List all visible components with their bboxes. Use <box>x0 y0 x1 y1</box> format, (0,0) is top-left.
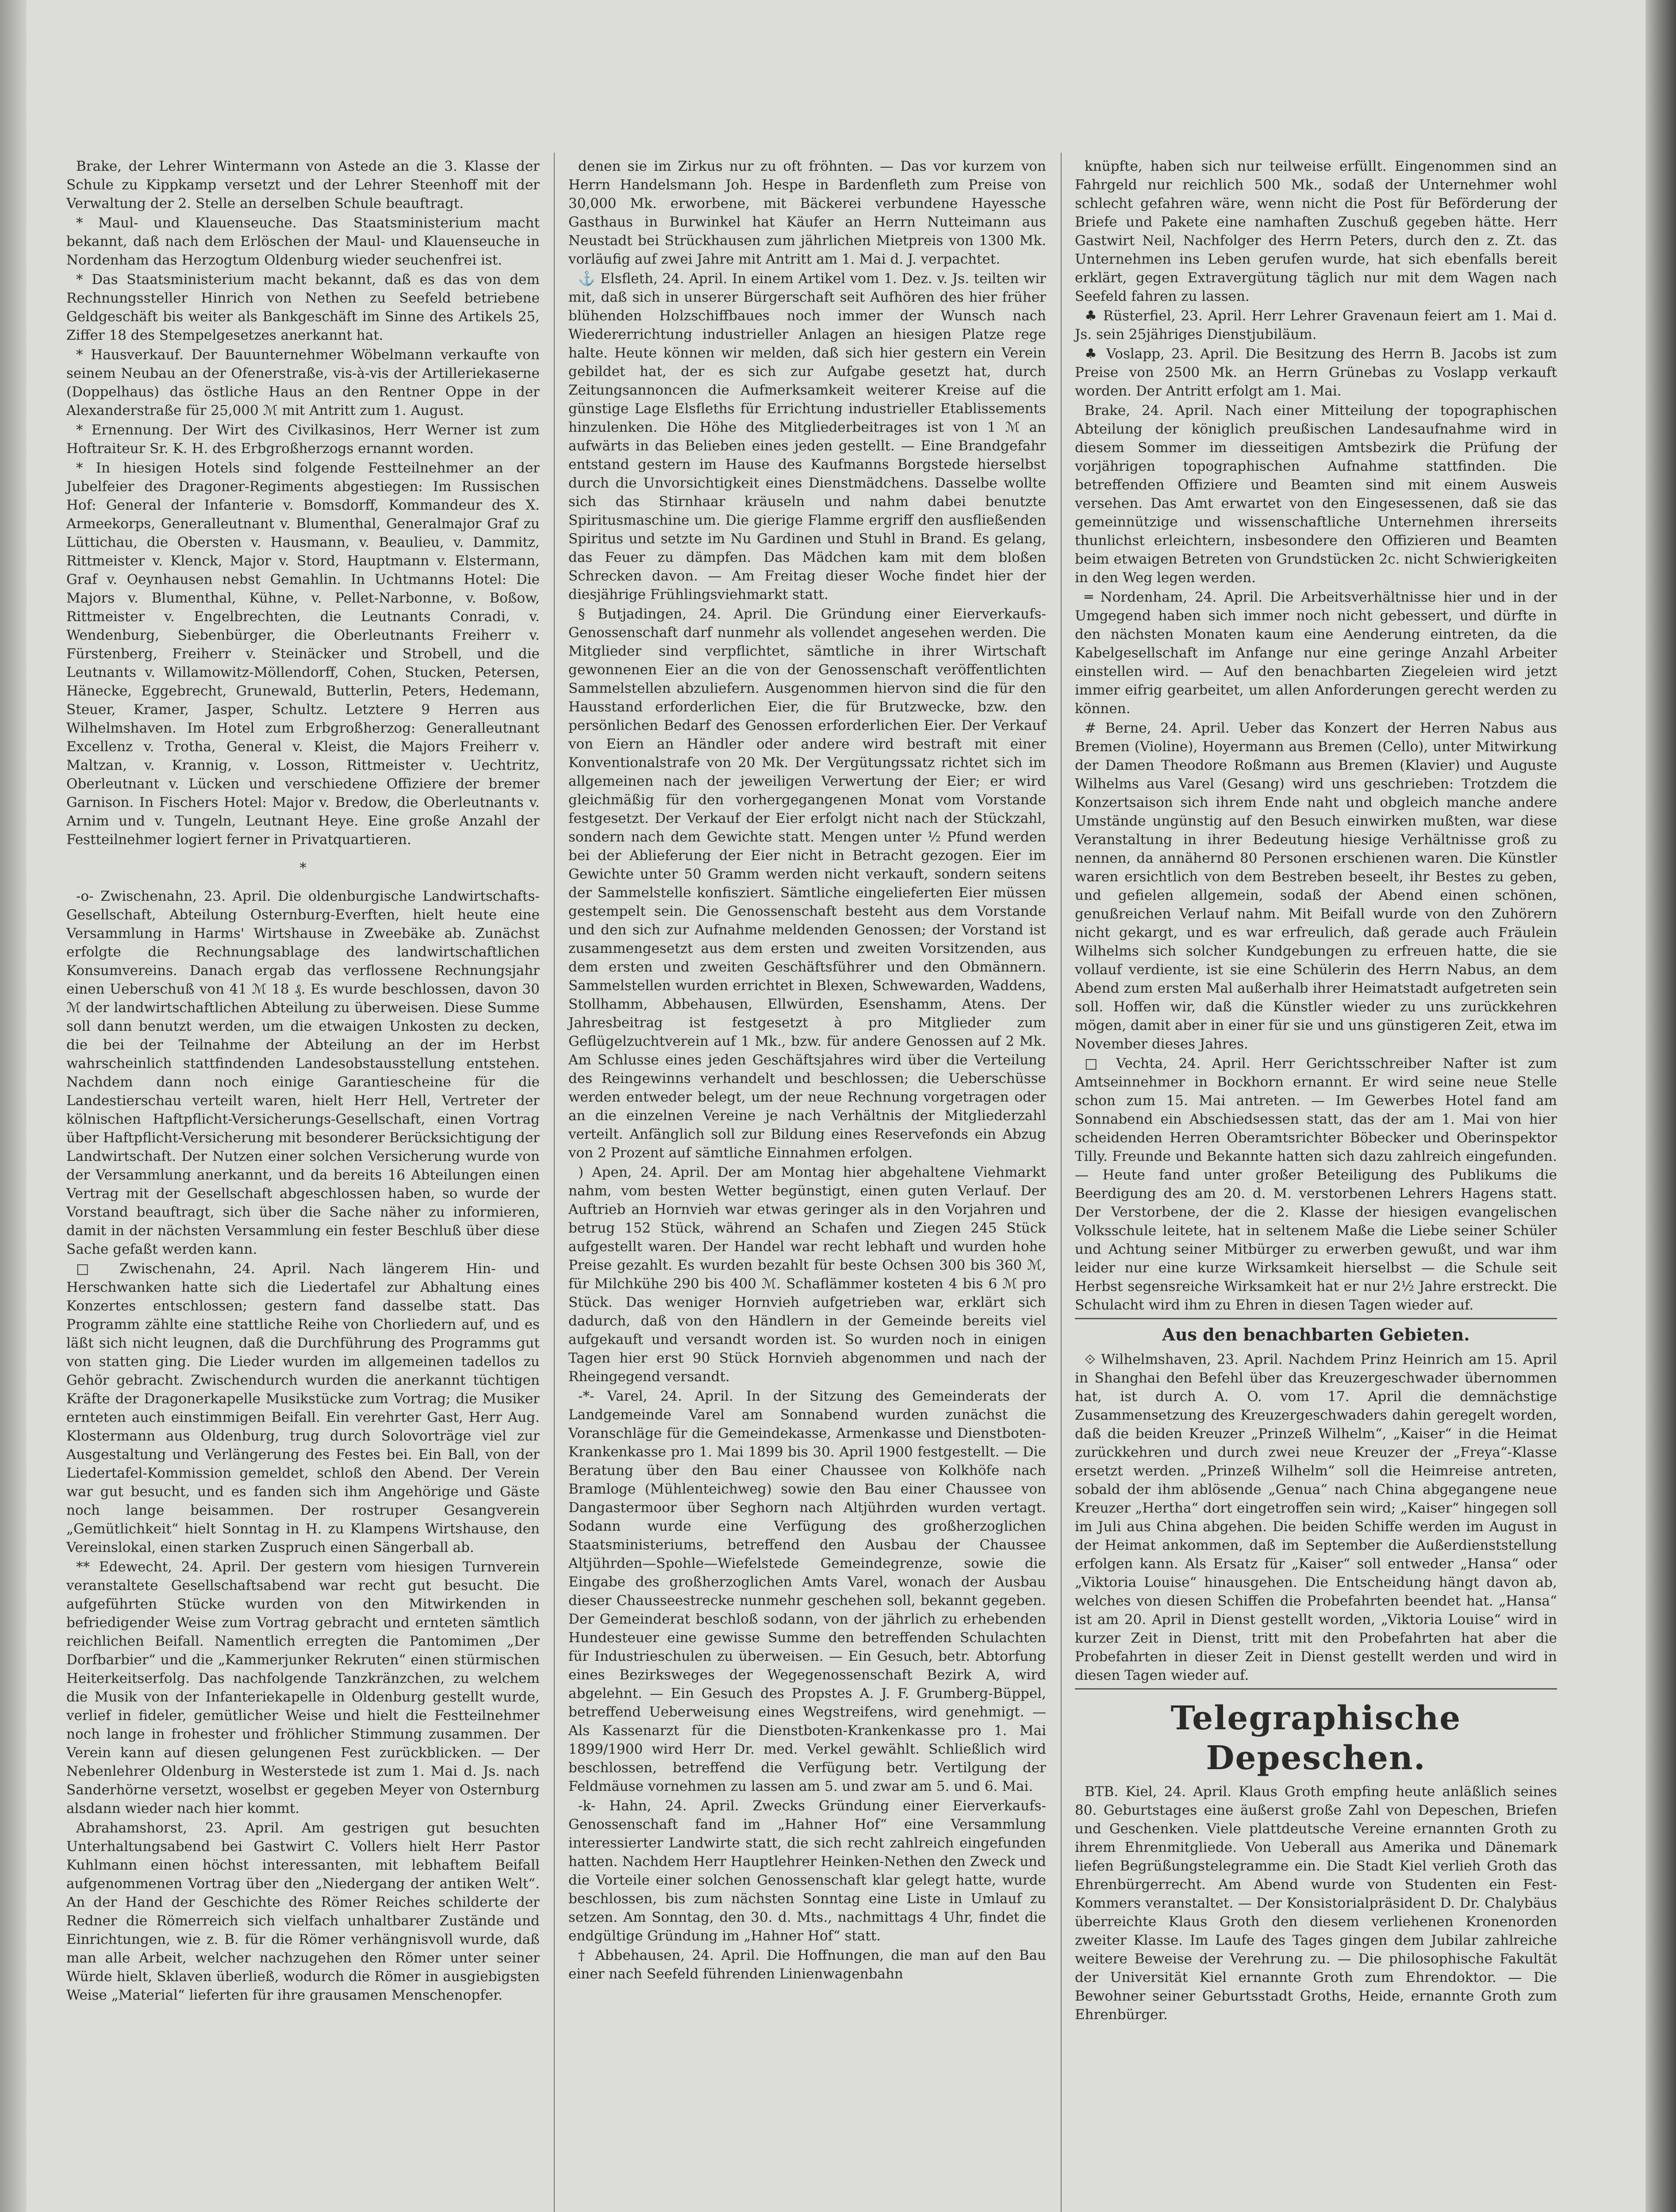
article: knüpfte, haben sich nur teilweise erfüllt. Eingenommen sind an Fahrgeld nur reichlich 500 Mk., sodaß der Unternehmer wohl schlecht gefahren wäre, wenn nicht die Post für Beförderung der Briefe und Pakete eine namhaften Zuschuß gegeben hätte. Herr Gastwirt Neil, Nachfolger des Herrn Peters, durch den z. Zt. das Unternehmen ins Leben gerufen wurde, hat sich ebenfalls bereit erklärt, gegen Extravergütung täglich nur mit dem Wagen nach Seefeld fahren zu lassen. <box>1075 158 1557 304</box>
column-right <box>1075 157 1557 2025</box>
article: # Berne, 24. April. Ueber das Konzert der Herren Nabus aus Bremen (Violine), Hoyermann aus Bremen (Cello), unter Mitwirkung der Damen Theodore Roßmann aus Bremen (Klavier) und Auguste Wilhelms aus Varel (Gesang) wird uns geschrieben: Trotzdem die Konzertsaison sich ihrem Ende naht und obgleich manche andere Umstände ungünstig auf den Besuch einwirken mußten, war diese Veranstaltung in ihrer Bedeutung hiesige Verhältnisse groß zu nennen, da annähernd 80 Personen erschienen waren. Die Künstler waren ersichtlich von dem Bestreben beseelt, ihr Bestes zu geben, und gefielen allgemein, sodaß der Abend einen schönen, genußreichen Verlauf nahm. Mit Beifall wurde von den Zuhörern nicht gekargt, und es war erfreulich, daß gerade auch Fräulein Wilhelms sich solcher Kundgebungen zu erfreuen hatte, die sie vollauf verdiente, ist sie eine Schülerin des Herrn Nabus, an dem Abend zum ersten Mal außerhalb ihrer Heimatstadt aufgetreten sein soll. Hoffen wir, daß die Künstler wieder zu uns zurückkehren mögen, damit aber in einer für sie und uns günstigeren Zeit, etwa im November dieses Jahres. <box>1075 720 1557 1052</box>
article: -k- Hahn, 24. April. Zwecks Gründung einer Eierverkaufs-Genossenschaft fand im „Hahner Hof“ eine Versammlung interessierter Landwirte statt, die sich recht zahlreich eingefunden hatten. Nachdem Herr Hauptlehrer Heinken-Nethen den Zweck und die Vorteile einer solchen Genossenschaft klar gelegt hatte, wurde beschlossen, bis zum nächsten Sonntag eine Liste in Umlauf zu setzen. Am Sonntag, den 30. d. Mts., nachmittags 4 Uhr, findet die endgültige Gründung im „Hahner Hof“ statt. <box>568 1798 1046 1944</box>
article: -*- Varel, 24. April. In der Sitzung des Gemeinderats der Landgemeinde Varel am Sonnabend wurden zunächst die Voranschläge für die Gemeindekasse, Armenkasse und Dienstboten-Krankenkasse pro 1. Mai 1899 bis 30. April 1900 festgestellt. — Die Beratung über den Bau einer Chaussee von Kolkhöfe nach Bramloge (Mühlenteichweg) sowie den Bau einer Chaussee von Dangastermoor über Seghorn nach Altjührden wurden vertagt. Sodann wurde eine Verfügung des großherzoglichen Staatsministeriums, betreffend den Ausbau der Chaussee Altjührden—Spohle—Wiefelstede Gemeindegrenze, sowie die Eingabe des großherzoglichen Amts Varel, wonach der Ausbau dieser Chausseestrecke nunmehr geschehen soll, bekannt gegeben. Der Gemeinderat beschloß sodann, von der jährlich zu erhebenden Hundesteuer eine gewisse Summe den betreffenden Schulachten für Industrieschulen zu überweisen. — Ein Gesuch, betr. Abtorfung eines Bezirksweges der Wegegenossenschaft Bezirk A, wird abgelehnt. — Ein Gesuch des Propstes A. J. F. Grumberg-Büppel, betreffend Ueberweisung eines Wegstreifens, wird genehmigt. — Als Kassenarzt für die Dienstboten-Krankenkasse pro 1. Mai 1899/1900 wird Herr Dr. med. Verkel gewählt. Schließlich wird beschlossen, betreffend die Verfügung betr. Vertilgung der Feldmäuse vornehmen zu lassen am 5. und zwar am 5. und 6. Mai. <box>568 1388 1046 1794</box>
article: ♣ Voslapp, 23. April. Die Besitzung des Herrn B. Jacobs ist zum Preise von 2500 Mk. an Herrn Grünebas zu Voslapp verkauft worden. Der Antritt erfolgt am 1. Mai. <box>1075 346 1557 399</box>
article: Abrahamshorst, 23. April. Am gestrigen gut besuchten Unterhaltungsabend bei Gastwirt C. Vollers hielt Herr Pastor Kuhlmann einen höchst interessanten, mit lebhaftem Beifall aufgenommenen Vortrag über den „Niedergang der antiken Welt“. An der Hand der Geschichte des Römer Reiches schilderte der Redner die Römerreich sich vielfach unhaltbarer Zustände und Einrichtungen, wie z. B. für die Römer verhängnisvoll wurde, daß man alle Arbeit, welcher nachzugehen den Römer unter seiner Würde hielt, Sklaven überließ, wodurch die Römer in ausgiebigsten Weise „Material“ lieferten für ihre grausamen Menschenopfer. <box>66 1820 540 2003</box>
column-rule <box>554 153 555 2212</box>
article: ** Edewecht, 24. April. Der gestern vom hiesigen Turnverein veranstaltete Gesellschaftsabend war recht gut besucht. Die aufgeführten Stücke wurden von den Mitwirkenden in befriedigender Weise zum Vortrag gebracht und ernteten sämtlich reichlichen Beifall. Namentlich erregten die Pantomimen „Der Dorfbarbier“ und die „Kammerjunker Rekruten“ einen stürmischen Heiterkeitserfolg. Das nachfolgende Tanzkränzchen, zu welchem die Musik von der Infanteriekapelle in Oldenburg gestellt wurde, verlief in fideler, gemütlicher Weise und hielt die Festteilnehmer noch lange in frohester und fröhlicher Stimmung zusammen. Der Verein kann auf diesen gelungenen Fest zurückblicken. — Der Nebenlehrer Oldenburg in Westerstede ist zum 1. Mai d. Js. nach Sanderhörne versetzt, woselbst er gegeben Meyer von Osternburg alsdann wieder nach hier kommt. <box>66 1559 540 1816</box>
section-rule <box>1075 1318 1557 1319</box>
book-spine <box>1645 0 1676 2212</box>
article: BTB. Kiel, 24. April. Klaus Groth empfing heute anläßlich seines 80. Geburtstages eine äußerst große Zahl von Depeschen, Briefen und Geschenken. Viele plattdeutsche Vereine ernannten Groth zu ihrem Ehrenmitgliede. Von Ueberall aus Amerika und Dänemark liefen Begrüßungstelegramme ein. Die Stadt Kiel verlieh Groth das Ehrenbürgerrecht. Am Abend wurde von Studenten ein Fest-Kommers veranstaltet. — Der Konsistorialpräsident D. Dr. Chalybäus überreichte Klaus Groth den diesem verliehenen Kronenorden zweiter Klasse. Im Laufe des Tages gingen dem Jubilar zahlreiche weitere Beweise der Verehrung zu. — Die philosophische Fakultät der Universität Kiel ernannte Groth zum Ehrendoktor. — Die Bewohner seiner Geburtsstadt Groths, Heide, ernannte Groth zum Ehrenbürger. <box>1075 1784 1557 2023</box>
page-gutter <box>0 0 27 2212</box>
article: † Abbehausen, 24. April. Die Hoffnungen, die man auf den Bau einer nach Seefeld führenden Linienwagenbahn <box>568 1947 1046 1982</box>
article: □ Vechta, 24. April. Herr Gerichtsschreiber Nafter ist zum Amtseinnehmer in Bockhorn ernannt. Er wird seine neue Stelle schon zum 15. Mai antreten. — Im Gewerbes Hotel fand am Sonnabend ein Abschiedsessen statt, das der am 1. Mai von hier scheidenden Herren Oberamtsrichter Böbecker und Oberinspektor Tilly. Freunde und Bekannte hatten sich dazu zahlreich eingefunden. — Heute fand unter großer Beteiligung des Publikums die Beerdigung des am 20. d. M. verstorbenen Lehrers Hagens statt. Der Verstorbene, der die 2. Klasse der hiesigen evangelischen Volksschule leitete, hat in seltenem Maße die Liebe seiner Schüler und Achtung seiner Mitbürger zu erwerben gewußt, und war ihm leider nur eine kurze Wirksamkeit hierselbst — die Schule seit Herbst segensreiche Wirksamkeit hat er nur 2½ Jahre erstreckt. Die Schulacht wird ihm zu Ehren in diesen Tagen wieder auf. <box>1075 1056 1557 1313</box>
section-heading: Aus den benachbarten Gebieten. <box>1162 1325 1470 1344</box>
article: -o- Zwischenahn, 23. April. Die oldenburgische Landwirtschafts-Gesellschaft, Abteilung Osternburg-Everften, hielt heute eine Versammlung in Harms' Wirtshause in Zweebäke ab. Zunächst erfolgte die Rechnungsablage des landwirtschaftlichen Konsumvereins. Danach ergab das verflossene Rechnungsjahr einen Ueberschuß von 41 ℳ 18 ₰. Es wurde beschlossen, davon 30 ℳ der landwirtschaftlichen Abteilung zu überweisen. Diese Summe soll dann benutzt werden, um die etwaigen Unkosten zu decken, die bei der Teilnahme der Abteilung an der im Herbst wahrscheinlich stattfindenden Landesobstausstellung entstehen. Nachdem dann noch einige Garantiescheine für die Landestierschau verteilt waren, hielt Herr Hell, Vertreter der kölnischen Haftpflicht-Versicherungs-Gesellschaft, einen Vortrag über Haftpflicht-Versicherung mit besonderer Berücksichtigung der Landwirtschaft. Der Nutzen einer solchen Versicherung wurde von der Versammlung anerkannt, und da bereits 16 Abteilungen einen Vertrag mit der Gesellschaft abgeschlossen haben, so wurde der Vorstand beauftragt, sich über die Sache näher zu informieren, damit in der nächsten Versammlung ein fester Beschluß über diese Sache gefaßt werden kann. <box>66 888 540 1257</box>
article: * Ernennung. Der Wirt des Civilkasinos, Herr Werner ist zum Hoftraiteur Sr. K. H. des Erbgroßherzogs ernannt worden. <box>66 422 540 457</box>
article: ⟐ Wilhelmshaven, 23. April. Nachdem Prinz Heinrich am 15. April in Shanghai den Befehl über das Kreuzergeschwader übernommen hat, ist durch A. O. vom 17. April die demnächstige Zusammensetzung des Kreuzergeschwaders dahin geregelt worden, daß die beiden Kreuzer „Prinzeß Wilhelm“, „Kaiser“ in die Heimat zurückkehren und durch zwei neue Kreuzer der „Freya“-Klasse ersetzt werden. „Prinzeß Wilhelm“ soll die Heimreise antreten, sobald der ihm ablösende „Genua“ nach China abgegangene neue Kreuzer „Hertha“ dort eingetroffen sein wird; „Kaiser“ hingegen soll im Juli aus China abgehen. Die beiden Schiffe werden im August in der Heimat ankommen, daß im September die Außerdienststellung erfolgen kann. Als Ersatz für „Kaiser“ soll entweder „Hansa“ oder „Viktoria Louise“ hinausgehen. Die Entscheidung hängt davon ab, welches von diesen Schiffen die Probefahrten beendet hat. „Hansa“ ist am 20. April in Dienst gestellt worden, „Viktoria Louise“ wird in kurzer Zeit in Dienst, tritt mit den Probefahrten hat aber die Probefahrten in dieser Zeit in Dienst gestellt werden und wird in diesen Tagen wieder auf. <box>1075 1352 1557 1683</box>
article: Brake, 24. April. Nach einer Mitteilung der topographischen Abteilung der königlich preußischen Landesaufnahme wird in diesem Sommer im diesseitigen Amtsbezirk die Prüfung der vorjährigen topographischen Aufnahme stattfinden. Die betreffenden Offiziere und Beamten sind mit einem Ausweis versehen. Das Amt erwartet von den Eingesessenen, daß sie das gemeinnützige und wissenschaftliche Unternehmen ihrerseits thunlichst erleichtern, insbesondere den Offizieren und Beamten beim etwaigen Betreten von Grundstücken 2c. nicht Schwierigkeiten in den Weg legen werden. <box>1075 403 1557 586</box>
article: ═ Nordenham, 24. April. Die Arbeitsverhältnisse hier und in der Umgegend haben sich immer noch nicht gebessert, und dürfte in den nächsten Monaten kaum eine Aenderung eintreten, da die Kabelgesellschaft im Anfange nur eine geringe Anzahl Arbeiter einstellen wird. — Auf den benachbarten Ziegeleien wird jetzt immer eifrig gearbeitet, um allen Anforderungen gerecht werden zu können. <box>1075 589 1557 717</box>
article: * Hausverkauf. Der Bauunternehmer Wöbelmann verkaufte von seinem Neubau an der Ofenerstraße, vis-à-vis der Artilleriekaserne (Doppelhaus) das östliche Haus an den Rentner Oppe in der Alexanderstraße für 25,000 ℳ mit Antritt zum 1. August. <box>66 347 540 419</box>
column-rule <box>1061 153 1062 2212</box>
article: □ Zwischenahn, 24. April. Nach längerem Hin- und Herschwanken hatte sich die Liedertafel zur Abhaltung eines Konzertes entschlossen; gestern fand dasselbe statt. Das Programm zählte eine stattliche Reihe von Chorliedern auf, und es läßt sich nicht leugnen, daß die Durchführung des Programms gut von statten ging. Die Lieder wurden im allgemeinen tadellos zu Gehör gebracht. Zwischendurch wurden die anerkannt tüchtigen Kräfte der Dragonerkapelle Musikstücke zum Vortrag; die Musiker ernteten auch einstimmigen Beifall. Ein verehrter Gast, Herr Aug. Klostermann aus Oldenburg, trug durch Solovorträge viel zur Ausgestaltung und Verlängerung des Festes bei. Ein Ball, von der Liedertafel-Kommission gemeldet, schloß den Abend. Der Verein war gut besucht, und es fanden sich ihm Angehörige und Gäste noch lange beisammen. Der rostruper Gesangverein „Gemütlichkeit“ hielt Sonntag in H. zu Klampens Wirtshause, den Vereinslokal, einen starken Zuspruch einen Sängerball ab. <box>66 1261 540 1555</box>
article: * Maul- und Klauenseuche. Das Staatsministerium macht bekannt, daß nach dem Erlöschen der Maul- und Klauenseuche in Nordenham das Herzogtum Oldenburg wieder seuchenfrei ist. <box>66 215 540 268</box>
column-left <box>66 157 540 2005</box>
article: Brake, der Lehrer Wintermann von Astede an die 3. Klasse der Schule zu Kippkamp versetzt und der Lehrer Steenhoff mit der Verwaltung der 2. Stelle an derselben Schule beauftragt. <box>66 158 540 211</box>
article: ⚓ Elsfleth, 24. April. In einem Artikel vom 1. Dez. v. Js. teilten wir mit, daß sich in unserer Bürgerschaft seit Aufhören des hier früher blühenden Holzschiffbaues noch immer der Wunsch nach Wiedererrichtung industrieller Anlagen an hiesigen Platze rege halte. Heute können wir melden, daß sich hier gestern ein Verein gebildet hat, der es sich zur Aufgabe gesetzt hat, durch Zeitungsannoncen die Aufmerksamkeit weiterer Kreise auf die günstige Lage Elsfleths für Errichtung industrieller Etablissements hinzulenken. Die Höhe des Mitgliederbeitrages ist von 1 ℳ an aufwärts in das Belieben eines jeden gestellt. — Eine Brandgefahr entstand gestern im Hause des Kaufmanns Borgstede hierselbst durch die Unvorsichtigkeit eines Dienstmädchens. Dasselbe wollte sich das Stirnhaar kräuseln und nahm dabei benutzte Spiritusmaschine um. Die gierige Flamme ergriff den ausfließenden Spiritus und setzte im Nu Gardinen und Stuhl in Brand. Es gelang, das Feuer zu dämpfen. Das Mädchen kam mit dem bloßen Schrecken davon. — Am Freitag dieser Woche findet hier der diesjährige Frühlingsviehmarkt statt. <box>568 271 1046 603</box>
article: ) Apen, 24. April. Der am Montag hier abgehaltene Viehmarkt nahm, vom besten Wetter begünstigt, einen guten Verlauf. Der Auftrieb an Hornvieh war etwas geringer als in den Vorjahren und betrug 152 Stück, während an Schafen und Ziegen 245 Stück aufgestellt waren. Der Handel war recht lebhaft und wurden hohe Preise gezahlt. Es wurden bezahlt für beste Ochsen 300 bis 360 ℳ, für Milchkühe 290 bis 400 ℳ. Schaflämmer kosteten 4 bis 6 ℳ pro Stück. Das weniger Hornvieh aufgetrieben war, erklärt sich dadurch, daß von den Händlern in der Gemeinde bereits viel aufgekauft und versandt worden ist. So wurden noch in einigen Tagen hier erst 90 Stück Hornvieh abgenommen und nach der Rheingegend versandt. <box>568 1164 1046 1385</box>
article: ♣ Rüsterfiel, 23. April. Herr Lehrer Gravenaun feiert am 1. Mai d. Js. sein 25jähriges Dienstjubiläum. <box>1075 308 1557 342</box>
section-divider: * <box>299 860 307 876</box>
article: * In hiesigen Hotels sind folgende Festteilnehmer an der Jubelfeier des Dragoner-Regiments abgestiegen: Im Russischen Hof: General der Infanterie v. Bomsdorff, Kommandeur des X. Armeekorps, Generalleutnant v. Blumenthal, Generalmajor Graf zu Lüttichau, die Obersten v. Hausmann, v. Beaulieu, v. Dammitz, Rittmeister v. Klenck, Major v. Stord, Hauptmann v. Elstermann, Graf v. Oeynhausen nebst Gemahlin. In Uchtmanns Hotel: Die Majors v. Blumenthal, Kühne, v. Pellet-Narbonne, v. Boßow, Rittmeister v. Engelbrechten, die Leutnants Conradi, v. Wendenburg, Siebenbürger, die Oberleutnants Freiherr v. Fürstenberg, Freiherr v. Steinäcker und Strobell, und die Leutnants v. Willamowitz-Möllendorff, Cohen, Stucken, Petersen, Hänecke, Eggebrecht, Grunewald, Butterlin, Peters, Hedemann, Steuer, Kramer, Jasper, Schultz. Letztere 9 Herren aus Wilhelmshaven. Im Hotel zum Erbgroßherzog: Generalleutnant Excellenz v. Trotha, General v. Kleist, die Majors Freiherr v. Maltzan, v. Krannig, v. Losson, Rittmeister v. Uechtritz, Oberleutnant v. Lücken und verschiedene Offiziere der bremer Garnison. In Fischers Hotel: Major v. Bredow, die Oberleutnants v. Arnim und v. Tungeln, Leutnant Heye. Eine große Anzahl der Festteilnehmer logiert ferner in Privatquartieren. <box>66 460 540 848</box>
article: * Das Staatsministerium macht bekannt, daß es das von dem Rechnungssteller Hinrich von Nethen zu Seefeld betriebene Geldgeschäft bis weiter als Bankgeschäft im Sinne des Artikels 25, Ziffer 18 des Stempelgesetzes anerkannt hat. <box>66 272 540 343</box>
article: § Butjadingen, 24. April. Die Gründung einer Eierverkaufs-Genossenschaft darf nunmehr als vollendet angesehen werden. Die Mitglieder sind verpflichtet, sämtliche in ihrer Wirtschaft gewonnenen Eier an die von der Genossenschaft veröffentlichten Sammelstellen abzuliefern. Ausgenommen hiervon sind die für den Hausstand erforderlichen Eier, die für Brutzwecke, bzw. den persönlichen Bedarf des Genossen erforderlichen Eier. Der Verkauf von Eiern an Händler oder andere wird bestraft mit einer Konventionalstrafe von 20 Mk. Der Vergütungssatz richtet sich im allgemeinen nach der jeweiligen Verwertung der Eier; er wird gleichmäßig für den vorhergegangenen Monat vom Vorstande festgesetzt. Der Verkauf der Eier erfolgt nicht nach der Stückzahl, sondern nach dem Gewichte statt. Mengen unter ½ Pfund werden bei der Ablieferung der Eier nicht in Betracht gezogen. Eier im Gewichte unter 50 Gramm werden nicht verkauft, sondern seitens der Sammelstelle konfisziert. Sämtliche eingelieferten Eier müssen gestempelt sein. Die Genossenschaft besteht aus dem Vorstande und den sich zur Aufnahme meldenden Genossen; der Vorstand ist zusammengesetzt aus dem ersten und zweiten Vorsitzenden, aus dem ersten und zweiten Geschäftsführer und den Obmännern. Sammelstellen wurden errichtet in Blexen, Schwewarden, Waddens, Stollhamm, Abbehausen, Ellwürden, Esenshamm, Atens. Der Jahresbeitrag ist festgesetzt à pro Mitglieder zum Geflügelzuchtverein auf 1 Mk., bzw. für andere Genossen auf 2 Mk. Am Schlusse eines jeden Geschäftsjahres wird über die Verteilung des Reingewinns verhandelt und beschlossen; die Ueberschüsse werden entweder belegt, um der neue Rechnung vorgetragen oder an die einzelnen Vereine je nach Verhältnis der Mitgliederzahl verteilt. Anfänglich soll zur Bildung eines Reservefonds ein Abzug von 2 Prozent auf sämtliche Einnahmen erfolgen. <box>568 606 1046 1161</box>
column-middle <box>568 157 1046 1984</box>
article: denen sie im Zirkus nur zu oft fröhnten. — Das vor kurzem von Herrn Handelsmann Joh. Hespe in Bardenfleth zum Preise von 30,000 Mk. erworbene, mit Bäckerei verbundene Hayessche Gasthaus in Burwinkel hat Käufer an Herrn Nutteimann aus Neustadt bei Strückhausen zum jährlichen Mietpreis von 1300 Mk. vorläufig auf zwei Jahre mit Antritt am 1. Mai d. J. verpachtet. <box>568 158 1046 267</box>
telegram-heading: Telegraphische Depeschen. <box>1170 1699 1461 1777</box>
section-rule <box>1075 1688 1557 1690</box>
